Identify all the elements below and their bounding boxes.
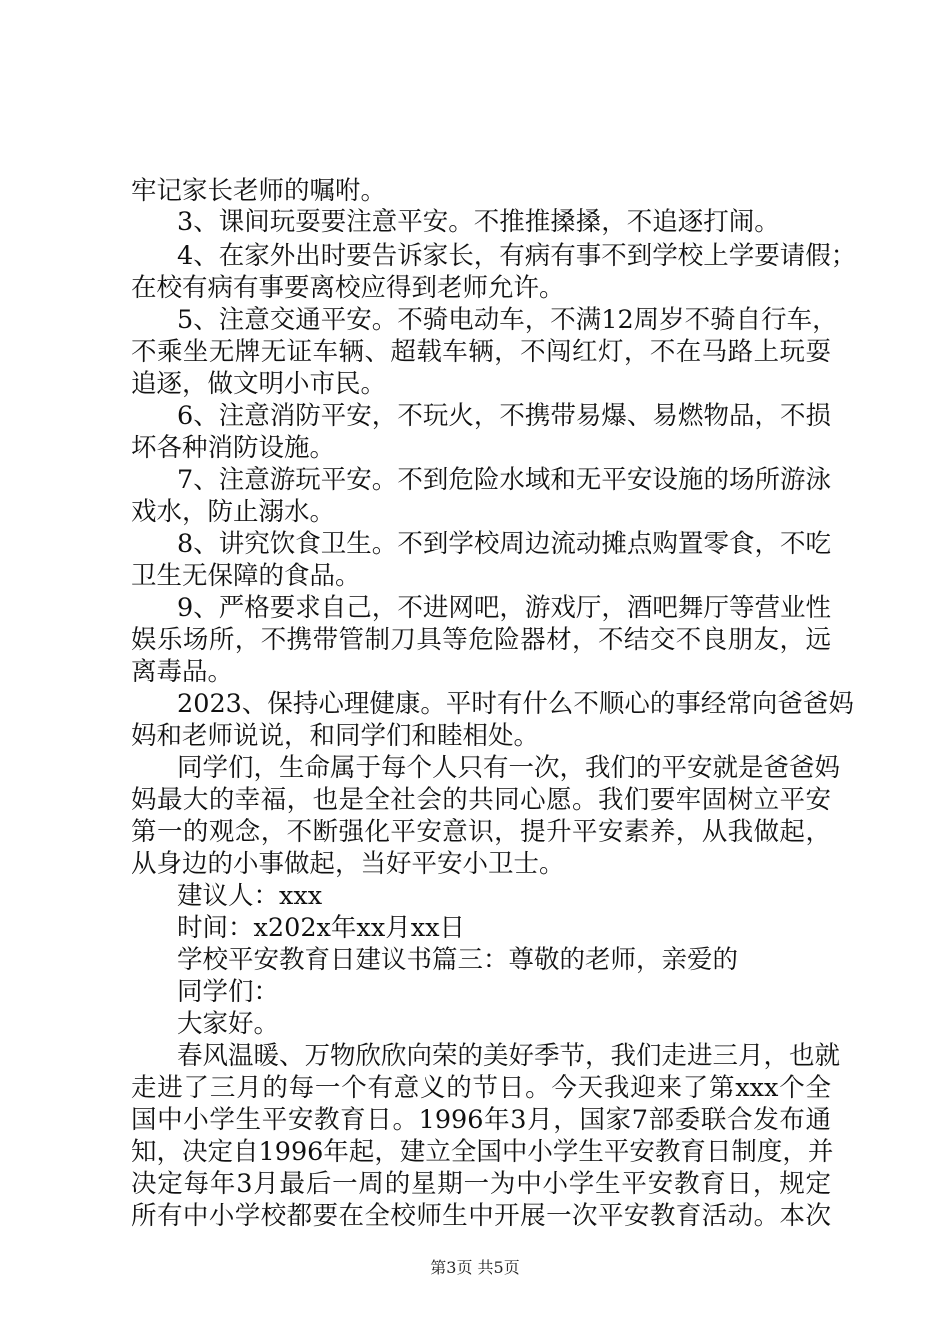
signature-line: 建议人：xxx: [177, 881, 323, 911]
paragraph-line: 娱乐场所，不携带管制刀具等危险器材，不结交不良朋友，远: [131, 625, 831, 655]
paragraph-line: 春风温暖、万物欣欣向荣的美好季节，我们走进三月，也就: [177, 1041, 841, 1071]
paragraph-line: 追逐，做文明小市民。: [131, 369, 387, 399]
paragraph-line: 7、注意游玩平安。不到危险水域和无平安设施的场所游泳: [177, 465, 831, 495]
paragraph-line: 卫生无保障的食品。: [131, 561, 361, 591]
paragraph-line: 2023、保持心理健康。平时有什么不顺心的事经常向爸爸妈: [177, 689, 854, 719]
page-footer: 第3页 共5页: [430, 1258, 520, 1277]
paragraph-line: 第一的观念，不断强化平安意识，提升平安素养，从我做起，: [131, 817, 831, 847]
date-line: 时间：x202x年xx月xx日: [177, 913, 465, 943]
paragraph-line: 9、严格要求自己，不进网吧，游戏厅，酒吧舞厅等营业性: [177, 593, 831, 623]
paragraph-line: 所有中小学校都要在全校师生中开展一次平安教育活动。本次: [131, 1201, 831, 1231]
paragraph-line: 大家好。: [177, 1009, 280, 1039]
paragraph-line: 5、注意交通平安。不骑电动车，不满12周岁不骑自行车，: [177, 305, 838, 335]
paragraph-line: 妈最大的幸福，也是全社会的共同心愿。我们要牢固树立平安: [131, 785, 831, 815]
paragraph-line: 戏水，防止溺水。: [131, 497, 336, 527]
section-heading: 学校平安教育日建议书篇三：尊敬的老师，亲爱的: [177, 945, 739, 975]
paragraph-line: 坏各种消防设施。: [131, 433, 336, 463]
paragraph-line: 不乘坐无牌无证车辆、超载车辆，不闯红灯，不在马路上玩耍: [131, 337, 831, 367]
paragraph-line: 知，决定自1996年起，建立全国中小学生平安教育日制度，并: [131, 1137, 834, 1167]
paragraph-line: 3、课间玩耍要注意平安。不推推搡搡，不追逐打闹。: [177, 207, 780, 237]
paragraph-line: 4、在家外出时要告诉家长，有病有事不到学校上学要请假；: [177, 241, 857, 271]
paragraph-line: 走进了三月的每一个有意义的节日。今天我迎来了第xxx个全: [131, 1073, 831, 1103]
paragraph-line: 在校有病有事要离校应得到老师允许。: [131, 273, 565, 303]
paragraph-line: 8、讲究饮食卫生。不到学校周边流动摊点购置零食，不吃: [177, 529, 831, 559]
paragraph-line: 离毒品。: [131, 657, 234, 687]
paragraph-line: 同学们，生命属于每个人只有一次，我们的平安就是爸爸妈: [177, 753, 841, 783]
paragraph-line: 从身边的小事做起，当好平安小卫士。: [131, 849, 565, 879]
paragraph-line: 同学们：: [177, 977, 280, 1007]
paragraph-line: 牢记家长老师的嘱咐。: [131, 176, 387, 206]
paragraph-line: 妈和老师说说，和同学们和睦相处。: [131, 721, 540, 751]
paragraph-line: 决定每年3月最后一周的星期一为中小学生平安教育日，规定: [131, 1169, 831, 1199]
paragraph-line: 国中小学生平安教育日。1996年3月，国家7部委联合发布通: [131, 1105, 831, 1135]
paragraph-line: 6、注意消防平安，不玩火，不携带易爆、易燃物品，不损: [177, 401, 831, 431]
